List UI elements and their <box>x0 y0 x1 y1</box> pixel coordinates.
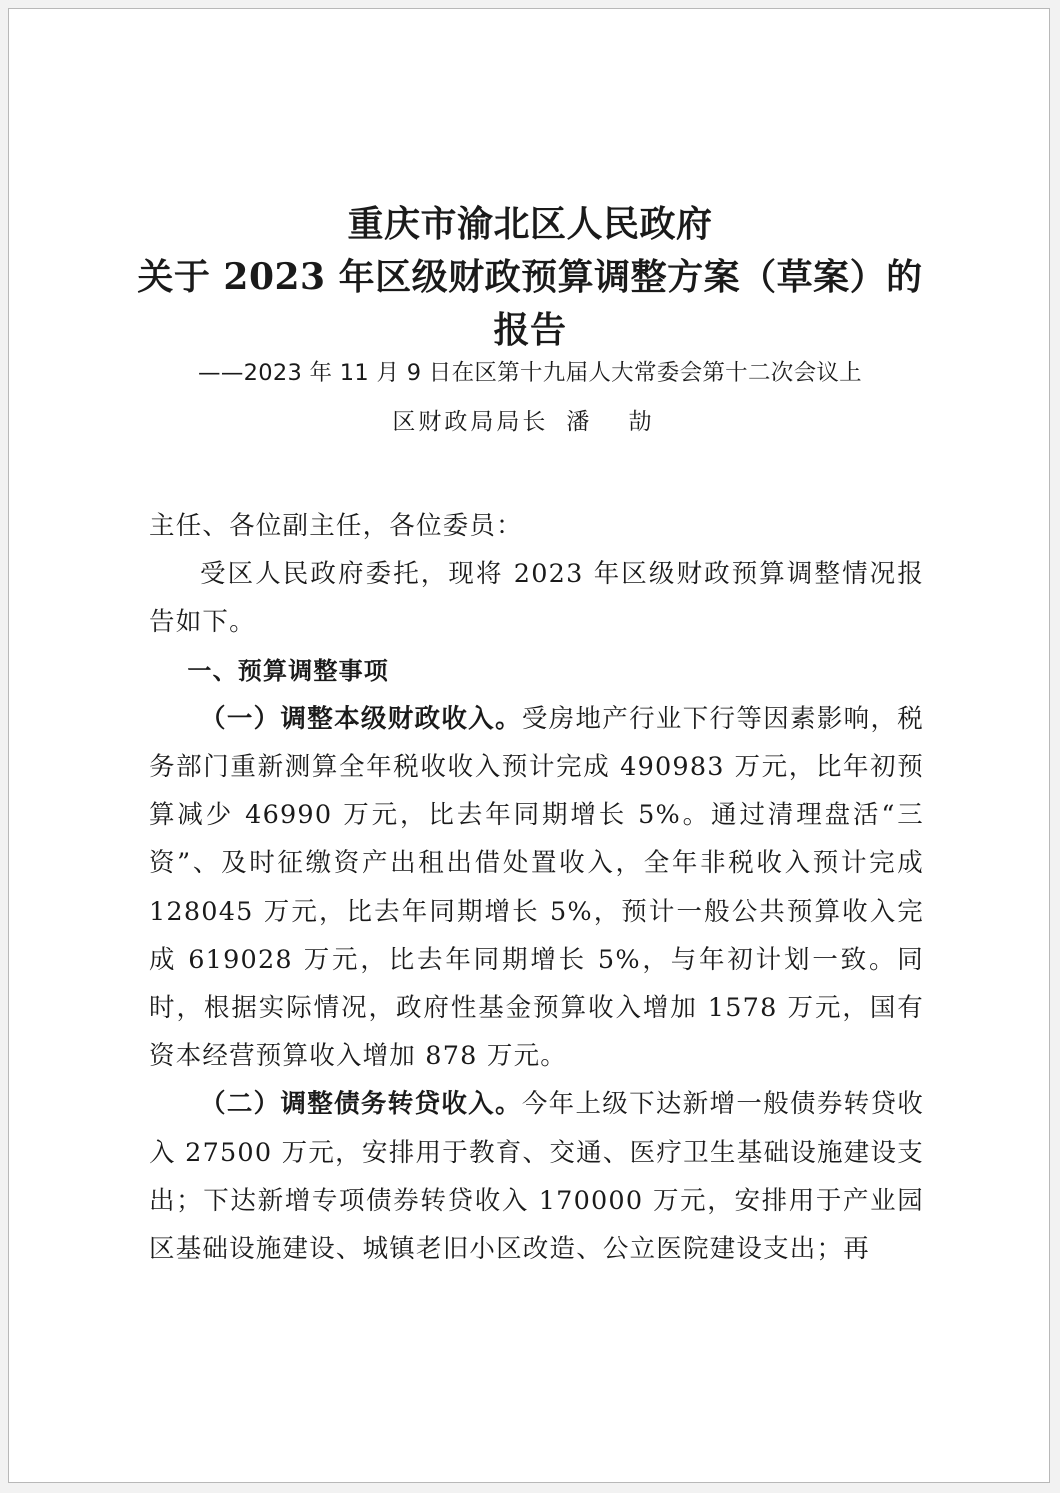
paragraph-item-2 <box>149 1080 924 1273</box>
author-role: 区财政局局长 <box>392 409 549 435</box>
title-line-2: 关于 2023 年区级财政预算调整方案（草案）的 <box>137 256 923 298</box>
salutation: 主任、各位副主任，各位委员： <box>149 511 523 541</box>
section-heading-1: 一、预算调整事项 <box>187 656 389 685</box>
item-2-lead: （二）调整债务转贷收入。 <box>200 1089 522 1120</box>
document-title <box>9 198 1051 357</box>
document-body <box>149 502 924 1273</box>
title-line-1: 重庆市渝北区人民政府 <box>347 203 713 245</box>
paragraph-item-1 <box>149 695 924 1081</box>
title-line-3: 报告 <box>493 309 567 351</box>
document-subtitle: ——2023 年 11 月 9 日在区第十九届人大常委会第十二次会议上 <box>198 360 862 386</box>
item-1-text: 受房地产行业下行等因素影响，税务部门重新测算全年税收收入预计完成 490983 万元，比年初预算减少 46990 万元，比去年同期增长 5%。通过清理盘活“三资”、及时征缴资产出租出借处置收入，全年非税收入预计完成 128045 万元，比去年同期增长 5%，预计一般公共预算收入完成 619028 万元，比去年同期增长 5%，与年初计划一致。同时，根据实际情况，政府性基金预算收入增加 1578 万元，国有资本经营预算收入增加 878 万元。 <box>149 703 924 1072</box>
item-1-lead: （一）调整本级财政收入。 <box>200 703 522 734</box>
item-2-text: 今年上级下达新增一般债券转贷收入 27500 万元，安排用于教育、交通、医疗卫生基础设施建设支出；下达新增专项债券转贷收入 170000 万元，安排用于产业园区基础设施建设、城镇老旧小区改造、公立医院建设支出；再 <box>149 1089 924 1265</box>
intro-paragraph: 受区人民政府委托，现将 2023 年区级财政预算调整情况报告如下。 <box>149 559 924 638</box>
document-page <box>8 8 1050 1483</box>
author-line <box>9 407 1051 437</box>
author-name: 潘 劼 <box>566 409 668 435</box>
